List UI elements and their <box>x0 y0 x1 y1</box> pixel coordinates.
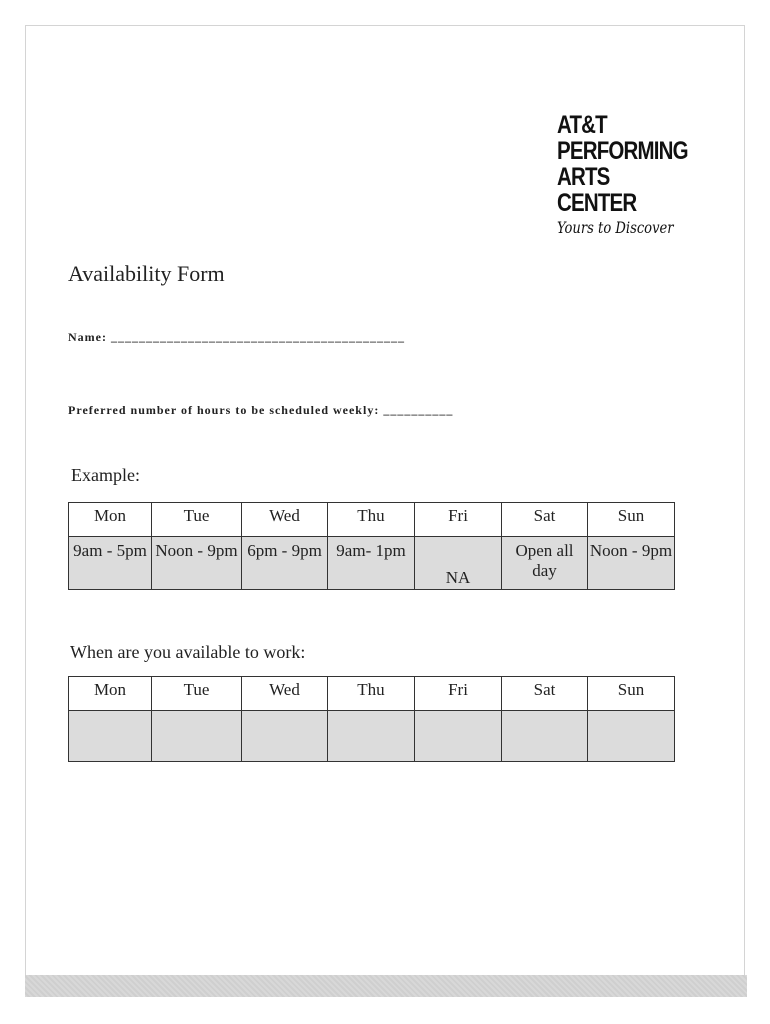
example-value-mon: 9am - 5pm <box>69 537 152 590</box>
logo-line-2: PERFORMING <box>557 137 688 165</box>
availability-input-tue[interactable] <box>152 711 242 762</box>
example-value-tue: Noon - 9pm <box>152 537 242 590</box>
availability-day-wed: Wed <box>242 677 328 711</box>
name-field[interactable]: Name: __________________________________________ <box>68 330 405 344</box>
example-day-thu: Thu <box>328 503 415 537</box>
example-values-row <box>69 537 675 590</box>
example-value-fri: NA <box>415 537 502 590</box>
availability-day-mon: Mon <box>69 677 152 711</box>
example-day-sun: Sun <box>588 503 675 537</box>
example-day-tue: Tue <box>152 503 242 537</box>
availability-header-row <box>69 677 675 711</box>
availability-day-tue: Tue <box>152 677 242 711</box>
availability-input-thu[interactable] <box>328 711 415 762</box>
example-day-sat: Sat <box>502 503 588 537</box>
logo-line-1: AT&T <box>557 111 607 139</box>
example-header-row <box>69 503 675 537</box>
availability-input-sun[interactable] <box>588 711 675 762</box>
logo-tagline: Yours to Discover <box>557 218 674 237</box>
availability-input-fri[interactable] <box>415 711 502 762</box>
availability-day-sun: Sun <box>588 677 675 711</box>
availability-day-fri: Fri <box>415 677 502 711</box>
logo-line-4: CENTER <box>557 189 637 217</box>
availability-schedule-table <box>68 676 675 762</box>
availability-day-sat: Sat <box>502 677 588 711</box>
availability-input-sat[interactable] <box>502 711 588 762</box>
example-day-mon: Mon <box>69 503 152 537</box>
availability-input-mon[interactable] <box>69 711 152 762</box>
example-label: Example: <box>71 465 140 485</box>
logo-line-3: ARTS <box>557 163 610 191</box>
availability-input-wed[interactable] <box>242 711 328 762</box>
availability-day-thu: Thu <box>328 677 415 711</box>
preferred-hours-field[interactable]: Preferred number of hours to be scheduled weekly: __________ <box>68 403 454 417</box>
example-value-sat: Open all day <box>502 537 588 590</box>
example-value-thu: 9am- 1pm <box>328 537 415 590</box>
example-day-fri: Fri <box>415 503 502 537</box>
att-performing-arts-center-logo <box>557 112 716 238</box>
page-bottom-strip <box>25 975 747 997</box>
example-day-wed: Wed <box>242 503 328 537</box>
availability-input-row <box>69 711 675 762</box>
example-value-wed: 6pm - 9pm <box>242 537 328 590</box>
form-title: Availability Form <box>68 261 225 286</box>
availability-label: When are you available to work: <box>70 642 306 662</box>
example-schedule-table <box>68 502 675 590</box>
example-value-sun: Noon - 9pm <box>588 537 675 590</box>
